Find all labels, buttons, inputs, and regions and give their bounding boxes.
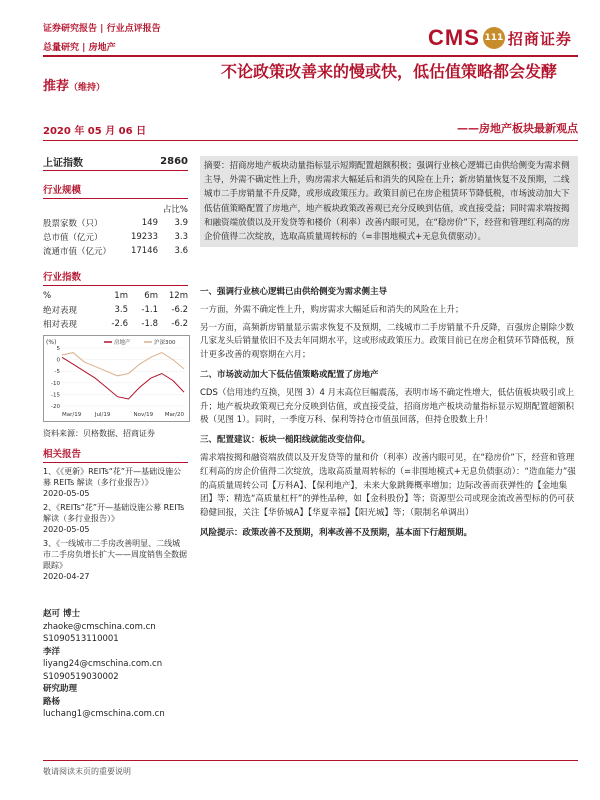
chart-xtick: Jul/19	[94, 412, 111, 418]
scale-row-name: 总市值（亿元）	[43, 233, 103, 243]
perf-col-1m: 1m	[114, 291, 128, 301]
risk-note: 风险提示：政策改善不及预期，利率改善不及预期，基本面下行超预期。	[200, 527, 473, 538]
scale-row-value: 19233	[130, 232, 158, 242]
section-heading: 三、配置建议：板块一槌阳线就能改变信仰。	[200, 435, 371, 446]
scale-col-label: 占比%	[162, 205, 188, 215]
header-divider	[43, 55, 578, 57]
chart-ylabel: (%)	[46, 339, 57, 346]
perf-header-row	[43, 289, 188, 303]
logo-en: CMS	[428, 25, 480, 50]
footer-divider	[43, 760, 578, 761]
scale-row	[43, 244, 188, 258]
index-value: 2860	[160, 155, 188, 167]
perf-row-value: -1.1	[141, 305, 158, 315]
author-email: zhaoke@cmschina.com.cn	[43, 621, 156, 632]
section-heading: 一、强调行业核心逻辑已由供给侧变为需求侧主导	[200, 287, 388, 297]
performance-chart	[43, 335, 190, 422]
chart-ytick: -5	[54, 369, 60, 376]
scale-row-pct: 3.3	[174, 232, 188, 242]
scale-row-name: 股票家数（只）	[43, 219, 103, 229]
author-cert: S1090519030002	[43, 671, 119, 682]
related-report	[43, 502, 188, 535]
footer-note: 敬请阅读末页的重要说明	[43, 767, 131, 776]
chart-ytick: -15	[51, 392, 60, 399]
perf-row-value: -1.8	[141, 319, 158, 329]
rating	[43, 75, 105, 94]
section-paragraph: 需求端按揭和融资端放债以及开发贷等的量和价（利率）改善内眼可见，在“稳房价”下，经营和管理红利高的房企价值得二次绽放，选取高质量周转标的（=非围地模式+无息负债驱动）：“造血能力”强的高质量周转公司【万科A】、【保利地产】，未来大象跳舞概率增加；边际改善而获弹性的【金地集团】等；精选“高质量杠杆”的弹性品种，如【金科股份】等；资源型公司或现金流改善型标的仍可获稳健回报，关注【华侨城A】【华夏幸福】【阳光城】等；（限制名单调出）	[200, 452, 576, 519]
author-email: luchang1@cmschina.com.cn	[43, 709, 165, 719]
author-cert: S1090513110001	[43, 634, 119, 644]
related-report-title: 2、《REITs“花”开—基础设施公募 REITs 解读（多行业报告）》	[43, 503, 185, 523]
perf-row-value: -6.2	[171, 305, 188, 315]
perf-row-value: -2.6	[111, 319, 128, 329]
author-name: 路杨	[43, 696, 61, 707]
author-block	[43, 683, 188, 696]
author-block	[43, 696, 188, 721]
rating-label: 推荐	[43, 79, 70, 94]
chart-ytick: 5	[56, 346, 60, 352]
perf-col-6m: 6m	[144, 291, 158, 301]
sidebar	[43, 152, 188, 721]
chart-ytick: 0	[56, 357, 60, 364]
scale-row	[43, 216, 188, 230]
section-paragraph: 一方面，外需不确定性上升，购房需求大幅延后和消失的风险在上升；	[200, 304, 464, 315]
report-subtype: 行业点评报告	[106, 24, 161, 34]
chart-series-line	[62, 357, 184, 399]
perf-row	[43, 303, 188, 317]
report-type: 证券研究报告	[43, 24, 98, 34]
author-name: 研究助理	[43, 684, 78, 694]
chart-ytick: -10	[51, 380, 60, 387]
author-name: 赵可 博士	[43, 609, 80, 619]
scale-row-pct: 3.9	[174, 218, 188, 228]
author-email: liyang24@cmschina.com.cn	[43, 659, 163, 669]
index-label: 上证指数	[43, 157, 83, 169]
related-report-title: 1、《《更新》REITs“花”开—基础设施公募 REITs 解读（多行业报告）》	[43, 467, 182, 487]
author-block	[43, 608, 188, 646]
section-paragraph: 另一方面，高频新房销量显示需求恢复不及预期，二线城市二手房销量不升反降，百强房企剔除少数几家龙头后销量依旧不及去年同期水平，这或形成政策压力。政策目前已在房企租赁环节降低税，预计更多改善的观察期在六月；	[200, 322, 575, 361]
related-heading: 相关报告	[43, 443, 188, 463]
chart-xtick: Nov/19	[133, 412, 154, 418]
header-tags: 证券研究报告 | 行业点评报告 总量研究 | 房地产	[43, 20, 161, 58]
chart-legend-label: 沪深300	[154, 340, 176, 346]
perf-row-value: 3.5	[114, 305, 128, 315]
related-report-title: 3、《一线城市二手房改善明显、二线城市二手房负增长扩大——周度销售全数据跟踪》	[43, 539, 187, 570]
chart-xtick: Mar/20	[164, 412, 184, 418]
research-type: 总量研究	[43, 43, 80, 53]
perf-row-name: 相对表现	[43, 320, 78, 330]
author-name: 李洋	[43, 646, 61, 657]
report-title: 不论政策改善来的慢或快，低估值策略都会发酵	[220, 62, 557, 81]
logo-cn: 招商证券	[507, 29, 572, 48]
main-body	[200, 280, 578, 545]
chart-legend-label: 房地产	[114, 340, 131, 346]
industry: 房地产	[88, 43, 116, 53]
index-row	[43, 152, 188, 171]
related-report-date: 2020-05-05	[43, 525, 90, 534]
chart-ytick: -20	[51, 404, 60, 410]
scale-row-name: 流通市值（亿元）	[43, 247, 112, 257]
scale-row	[43, 230, 188, 244]
perf-row-name: 绝对表现	[43, 306, 78, 316]
perf-row	[43, 317, 188, 331]
section-heading: 二、市场波动加大下低估值策略或配置了房地产	[200, 369, 379, 380]
report-subtitle: ——房地产板块最新观点	[457, 122, 578, 135]
related-report	[43, 538, 188, 582]
related-report-date: 2020-05-05	[43, 489, 90, 498]
author-block	[43, 646, 188, 684]
rating-note: （维持）	[69, 83, 106, 93]
scale-heading: 行业规模	[43, 179, 188, 199]
perf-row-value: -6.2	[171, 319, 188, 329]
scale-header-row	[43, 202, 188, 216]
logo-seal-icon: 111	[483, 27, 505, 49]
section-paragraph: CDS（信用违约互换，见图 3）4 月末高位巨幅震荡，表明市场不确定性增大，低估值板块吸引或上升；地产板块政策观已充分反映到估值，或直接受益，招商房地产板块动量指标显示短期配置超额积极（见图 1）。同时，一季度万科、保利等持仓市值虽回落，但持仓股数上升！	[200, 387, 575, 426]
scale-row-pct: 3.6	[174, 246, 188, 256]
chart-source: 资料来源：贝格数据、招商证券	[43, 429, 155, 438]
report-date: 2020 年 05 月 06 日	[43, 126, 147, 137]
scale-row-value: 17146	[130, 246, 158, 256]
summary-box: 摘要：招商房地产板块动量指标显示短期配置超额积极；强调行业核心逻辑已由供给侧变为需求侧主导，外需不确定性上升，购房需求大幅延后和消失的风险在上升；新房销量恢复不及预期，二线城市二手房销量不升反降，或形成政策压力。政策目前已在房企租赁环节降低税，市场波动加大下低估值策略配置了房地产，地产板块政策改善观已充分反映到估值，或直接受益；同时需求端按揭和融资端放债以及开发贷等和楼价（利率）改善内眼可见，在“稳房价”下，经营和管理红利高的房企价值得二次绽放，选取高质量周转标的（=非围地模式+无息负债驱动）。	[200, 156, 578, 247]
title-divider	[43, 140, 578, 141]
perf-col-unit: %	[43, 291, 52, 301]
related-report-date: 2020-04-27	[43, 572, 90, 581]
scale-row-value: 149	[141, 218, 158, 228]
chart-series-line	[62, 353, 184, 376]
perf-heading: 行业指数	[43, 266, 188, 286]
cms-logo	[428, 25, 572, 51]
perf-col-12m: 12m	[168, 291, 188, 301]
chart-xtick: Mar/19	[62, 412, 82, 418]
related-report	[43, 466, 188, 499]
